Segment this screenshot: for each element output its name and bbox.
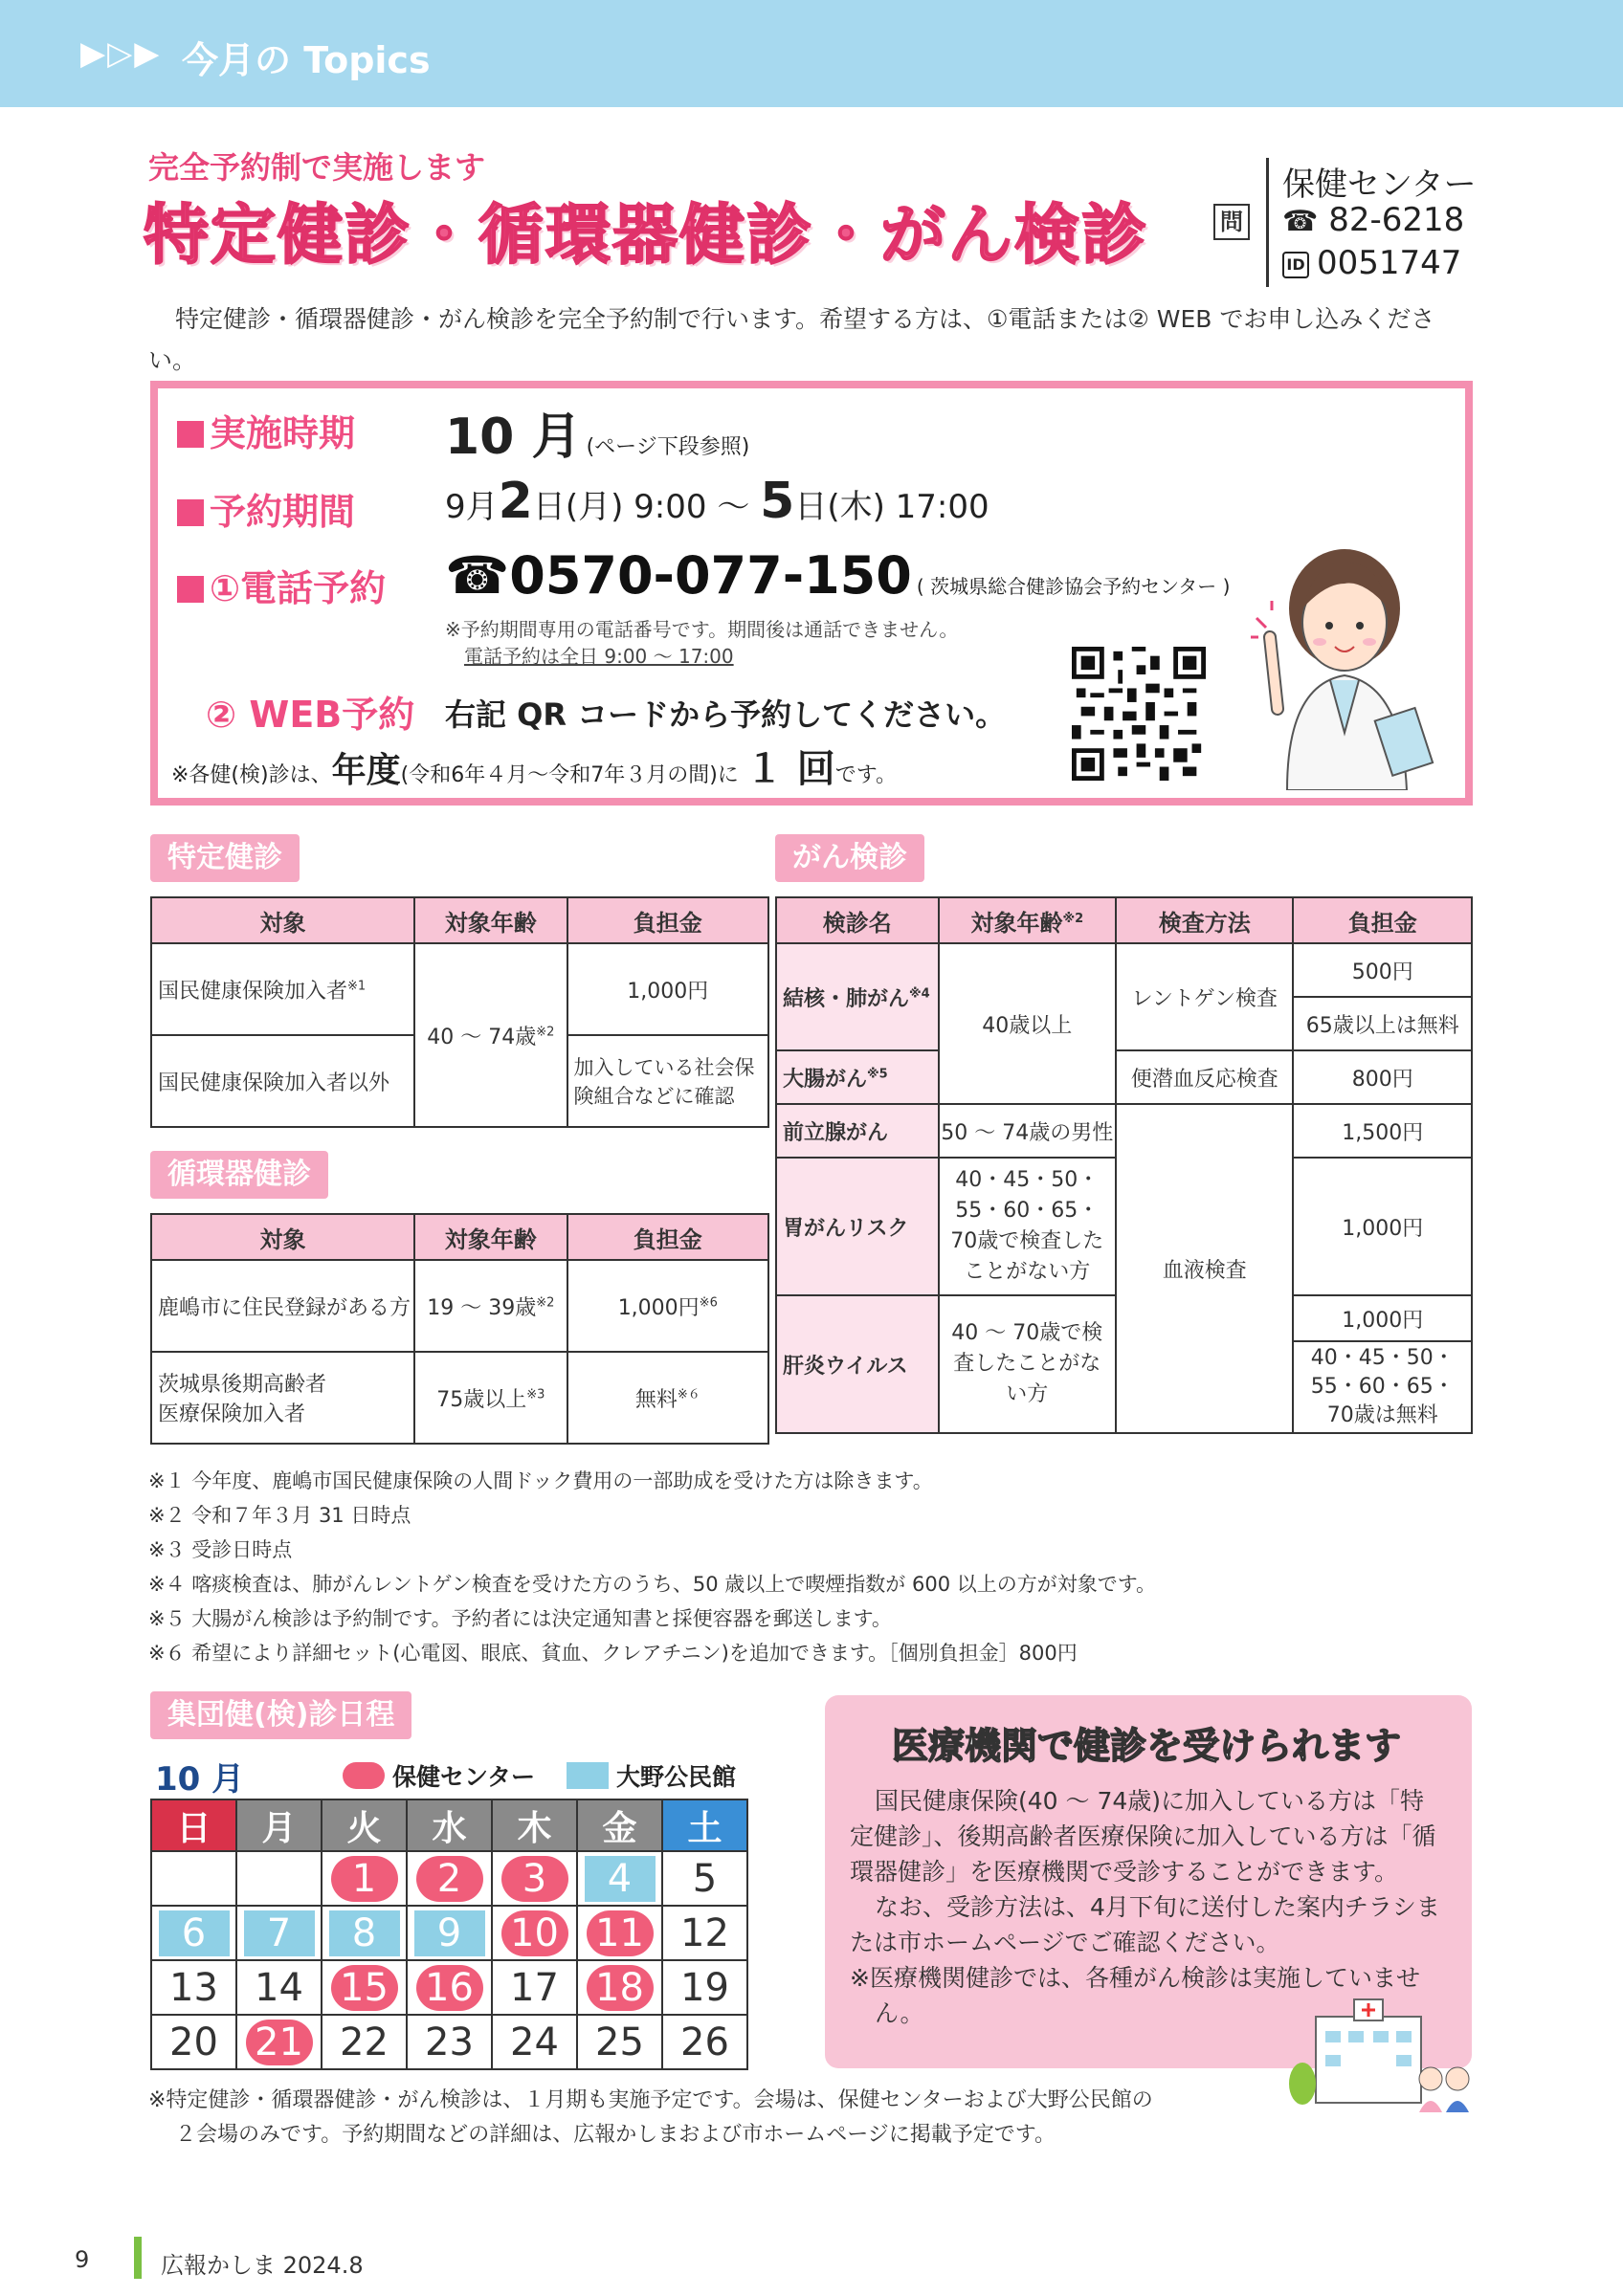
calendar-day-label: 14 <box>255 1965 303 2010</box>
calendar-day-label: 5 <box>692 1856 718 1901</box>
weekday-header: 金 <box>577 1799 662 1851</box>
phone-icon: ☎ <box>445 545 510 606</box>
calendar-day-label: 24 <box>510 2020 559 2064</box>
calendar-day <box>662 1960 747 2015</box>
id-icon: ID <box>1282 252 1309 278</box>
table-cell: 前立腺がん <box>776 1104 939 1158</box>
phone-hours-note: 電話予約は全日 9:00 〜 17:00 <box>464 645 734 668</box>
contact-tel-number: 82-6218 <box>1328 201 1465 239</box>
tokutei-tag: 特定健診 <box>150 834 300 882</box>
table-header: 対象年齢 <box>414 1214 567 1260</box>
legend-blue: 大野公民館 <box>567 1758 736 1793</box>
table-cell: 鹿嶋市に住民登録がある方 <box>151 1260 414 1352</box>
table-cell: 1,000円 <box>567 943 768 1035</box>
table-header: 対象年齢 <box>414 897 567 943</box>
calendar-day-pink: 18 <box>587 1965 654 2011</box>
table-cell: 1,000円$^{※6}$ <box>567 1260 768 1352</box>
article-title: 特定健診・循環器健診・がん検診 <box>144 198 1149 274</box>
table-cell: 40 〜 74歳$^{※2}$ <box>414 943 567 1127</box>
calendar-week <box>151 2015 747 2069</box>
table-cell: 50 〜 74歳の男性 <box>939 1104 1117 1158</box>
table-header: 対象 <box>151 1214 414 1260</box>
calendar-day <box>151 1851 236 1906</box>
footnote: ※６ 希望により詳細セット(心電図、眼底、貧血、クレアチニン)を追加できます。［個別負担金］800円 <box>148 1642 1078 1665</box>
gan-table <box>775 896 1473 1434</box>
table-header: 検診名 <box>776 897 939 943</box>
table-cell: 40 〜 70歳で検査したことがない方 <box>939 1295 1117 1433</box>
calendar-day-pink: 21 <box>246 2020 313 2065</box>
table-row <box>776 943 1472 997</box>
weekday-header: 月 <box>236 1799 322 1851</box>
table-header: 負担金 <box>567 897 768 943</box>
calendar-day <box>236 1906 322 1960</box>
footnote: ※１ 今年度、鹿嶋市国民健康保険の人間ドック費用の一部助成を受けた方は除きます。 <box>148 1469 933 1492</box>
web-text: 右記 QR コードから予約してください。 <box>445 696 1007 733</box>
table-cell: 800円 <box>1293 1050 1472 1104</box>
table-cell: 65歳以上は無料 <box>1293 997 1472 1050</box>
contact-id-number: 0051747 <box>1317 244 1462 282</box>
weekday-header: 木 <box>492 1799 577 1851</box>
calendar-day <box>492 1906 577 1960</box>
calendar-day-blue: 9 <box>414 1910 485 1956</box>
calendar-week <box>151 1851 747 1906</box>
table-row <box>151 1260 768 1352</box>
contact-block <box>1213 158 1481 287</box>
table-cell: 血液検査 <box>1116 1104 1293 1433</box>
phone-value: ☎0570-077-150 ( 茨城県総合健診協会予約センター ) <box>445 545 1231 606</box>
hospital-illustration <box>1287 1998 1478 2112</box>
table-row <box>776 1050 1472 1104</box>
info-box <box>150 381 1473 806</box>
calendar-day-pink: 10 <box>501 1910 568 1956</box>
calendar-day <box>322 1851 407 1906</box>
table-cell: 500円 <box>1293 943 1472 997</box>
table-row <box>776 1104 1472 1158</box>
calendar-day-label: 12 <box>680 1910 729 1955</box>
calendar-day-label: 26 <box>680 2020 729 2064</box>
weekday-header: 火 <box>322 1799 407 1851</box>
footnote: ※２ 令和７年３月 31 日時点 <box>148 1504 411 1527</box>
triangle-arrows-icon: ▶▷▶ <box>80 34 162 73</box>
junkanki-tag: 循環器健診 <box>150 1151 328 1199</box>
calendar-day <box>236 1960 322 2015</box>
table-header: 負担金 <box>1293 897 1472 943</box>
reserve-label: 予約期間 <box>177 482 355 535</box>
table-cell: 国民健康保険加入者以外 <box>151 1035 414 1127</box>
calendar-day <box>577 2015 662 2069</box>
calendar-week <box>151 1960 747 2015</box>
calendar-day-blue: 4 <box>585 1856 656 1902</box>
calendar-day <box>662 1851 747 1906</box>
period-label: 実施時期 <box>177 404 355 456</box>
weekday-header: 水 <box>407 1799 492 1851</box>
phone-icon: ☎ <box>1282 205 1319 238</box>
period-value: 10 月 (ページ下段参照) <box>445 408 750 466</box>
publication-name: 広報かしま 2024.8 <box>161 2252 364 2279</box>
calendar-day <box>151 2015 236 2069</box>
calendar-day <box>492 2015 577 2069</box>
table-cell: 19 〜 39歳$^{※2}$ <box>414 1260 567 1352</box>
calendar-day <box>662 1906 747 1960</box>
calendar-day-label: 13 <box>169 1965 218 2010</box>
calendar-day-label: 20 <box>169 2020 218 2064</box>
page-number: 9 <box>75 2246 90 2273</box>
calendar-week <box>151 1906 747 1960</box>
divider <box>1266 158 1269 287</box>
calendar-day <box>577 1851 662 1906</box>
table-cell: 40・45・50・55・60・65・70歳は無料 <box>1293 1341 1472 1433</box>
table-cell: 加入している社会保険組合などに確認 <box>567 1035 768 1127</box>
footer-divider <box>134 2237 142 2279</box>
doctor-illustration <box>1249 503 1440 790</box>
table-cell: 1,500円 <box>1293 1104 1472 1158</box>
calendar <box>150 1799 748 2070</box>
calendar-day <box>407 1960 492 2015</box>
article-subtitle: 完全予約制で実施します <box>148 149 486 186</box>
table-cell: 便潜血反応検査 <box>1116 1050 1293 1104</box>
calendar-day <box>407 2015 492 2069</box>
calendar-day-label: 25 <box>595 2020 644 2064</box>
table-cell: 肝炎ウイルス <box>776 1295 939 1433</box>
calendar-month: 10 月 <box>155 1760 245 1799</box>
schedule-note: ※特定健診・循環器健診・がん検診は、１月期も実施予定です。会場は、保健センターおよび大野公民館の ２会場のみです。予約期間などの詳細は、広報かしまおよび市ホームページに掲載予定です。 <box>148 2088 1153 2147</box>
intro-text: 特定健診・循環器健診・がん検診を完全予約制で行います。希望する方は、①電話または② WEB でお申し込みください。 <box>148 305 1435 374</box>
calendar-day-blue: 6 <box>159 1910 230 1956</box>
calendar-day-label: 17 <box>510 1965 559 2010</box>
phone-label: ①電話予約 <box>177 559 386 611</box>
schedule-tag: 集団健(検)診日程 <box>150 1691 411 1739</box>
calendar-day <box>492 1851 577 1906</box>
reserve-value: 9月2日(月) 9:00 〜 5日(木) 17:00 <box>445 473 989 530</box>
tokutei-table <box>150 896 769 1128</box>
calendar-day <box>151 1906 236 1960</box>
table-row <box>151 943 768 1035</box>
calendar-day <box>407 1906 492 1960</box>
top-banner <box>0 0 1623 107</box>
calendar-day <box>322 2015 407 2069</box>
calendar-day <box>236 2015 322 2069</box>
table-header: 対象年齢$^{※2}$ <box>939 897 1117 943</box>
inquiry-icon: 問 <box>1213 204 1250 240</box>
footnote: ※３ 受診日時点 <box>148 1538 293 1561</box>
medical-text: 国民健康保険(40 〜 74歳)に加入している方は「特定健診」、後期高齢者医療保険に加入している方は「循環器健診」を医療機関で受診することができます。 なお、受診方法は、4月下旬に送付した案内チラシまたは市ホームページでご確認ください。 ※医療機関健診では、各種がん検診は実施していません。 <box>850 1787 1440 2027</box>
table-cell: 胃がんリスク <box>776 1158 939 1295</box>
contact-org: 保健センター <box>1282 166 1477 204</box>
table-cell: 1,000円 <box>1293 1295 1472 1341</box>
calendar-day <box>322 1960 407 2015</box>
calendar-day <box>407 1851 492 1906</box>
weekday-header: 土 <box>662 1799 747 1851</box>
section-label: 今月の Topics <box>182 39 431 81</box>
table-header: 負担金 <box>567 1214 768 1260</box>
contact-id <box>1282 244 1461 282</box>
legend-pink: 保健センター <box>343 1758 535 1793</box>
calendar-day-blue: 7 <box>244 1910 315 1956</box>
calendar-day-label: 23 <box>425 2020 474 2064</box>
table-cell: 40歳以上 <box>939 943 1117 1104</box>
qr-code[interactable] <box>1072 647 1206 781</box>
calendar-day-label: 22 <box>340 2020 389 2064</box>
calendar-day-pink: 15 <box>331 1965 398 2011</box>
footnote: ※５ 大腸がん検診は予約制です。予約者には決定通知書と採便容器を郵送します。 <box>148 1607 892 1630</box>
junkanki-table <box>150 1213 769 1445</box>
footnotes <box>148 1464 1156 1670</box>
table-cell: 75歳以上$^{※3}$ <box>414 1352 567 1444</box>
table-cell: 大腸がん$^{※5}$ <box>776 1050 939 1104</box>
calendar-day-pink: 2 <box>416 1856 483 1902</box>
gan-tag: がん検診 <box>775 834 924 882</box>
table-header: 検査方法 <box>1116 897 1293 943</box>
weekday-header: 日 <box>151 1799 236 1851</box>
table-cell: 結核・肺がん$^{※4}$ <box>776 943 939 1050</box>
web-label: ② WEB予約 <box>206 694 415 736</box>
table-cell: 無料$^{※6}$ <box>567 1352 768 1444</box>
calendar-day <box>492 1960 577 2015</box>
calendar-day-pink: 16 <box>416 1965 483 2011</box>
reservation-phone-number[interactable]: 0570-077-150 <box>509 545 912 606</box>
calendar-day-blue: 8 <box>329 1910 400 1956</box>
table-cell: 国民健康保険加入者$^{※1}$ <box>151 943 414 1035</box>
table-row <box>151 1352 768 1444</box>
table-cell: 1,000円 <box>1293 1158 1472 1295</box>
table-cell: 40・45・50・55・60・65・70歳で検査したことがない方 <box>939 1158 1117 1295</box>
phone-note: ※予約期間専用の電話番号です。期間後は通話できません。 <box>445 618 959 641</box>
table-cell: レントゲン検査 <box>1116 943 1293 1050</box>
table-cell: 茨城県後期高齢者 医療保険加入者 <box>151 1352 414 1444</box>
calendar-day <box>151 1960 236 2015</box>
contact-tel <box>1282 201 1464 239</box>
calendar-day-pink: 11 <box>587 1910 654 1956</box>
footnote: ※４ 喀痰検査は、肺がんレントゲン検査を受けた方のうち、50 歳以上で喫煙指数が 600 以上の方が対象です。 <box>148 1573 1157 1596</box>
calendar-day <box>577 1960 662 2015</box>
once-note: ※各健(検)診は、年度(令和6年４月〜令和7年３月の間)に １ 回です。 <box>171 747 897 791</box>
calendar-day-pink: 3 <box>501 1856 568 1902</box>
table-header: 対象 <box>151 897 414 943</box>
calendar-day <box>322 1906 407 1960</box>
calendar-day <box>236 1851 322 1906</box>
calendar-day <box>577 1906 662 1960</box>
calendar-day <box>662 2015 747 2069</box>
medical-title: 医療機関で健診を受けられます <box>892 1725 1402 1767</box>
calendar-day-label: 19 <box>680 1965 729 2010</box>
calendar-day-pink: 1 <box>331 1856 398 1902</box>
